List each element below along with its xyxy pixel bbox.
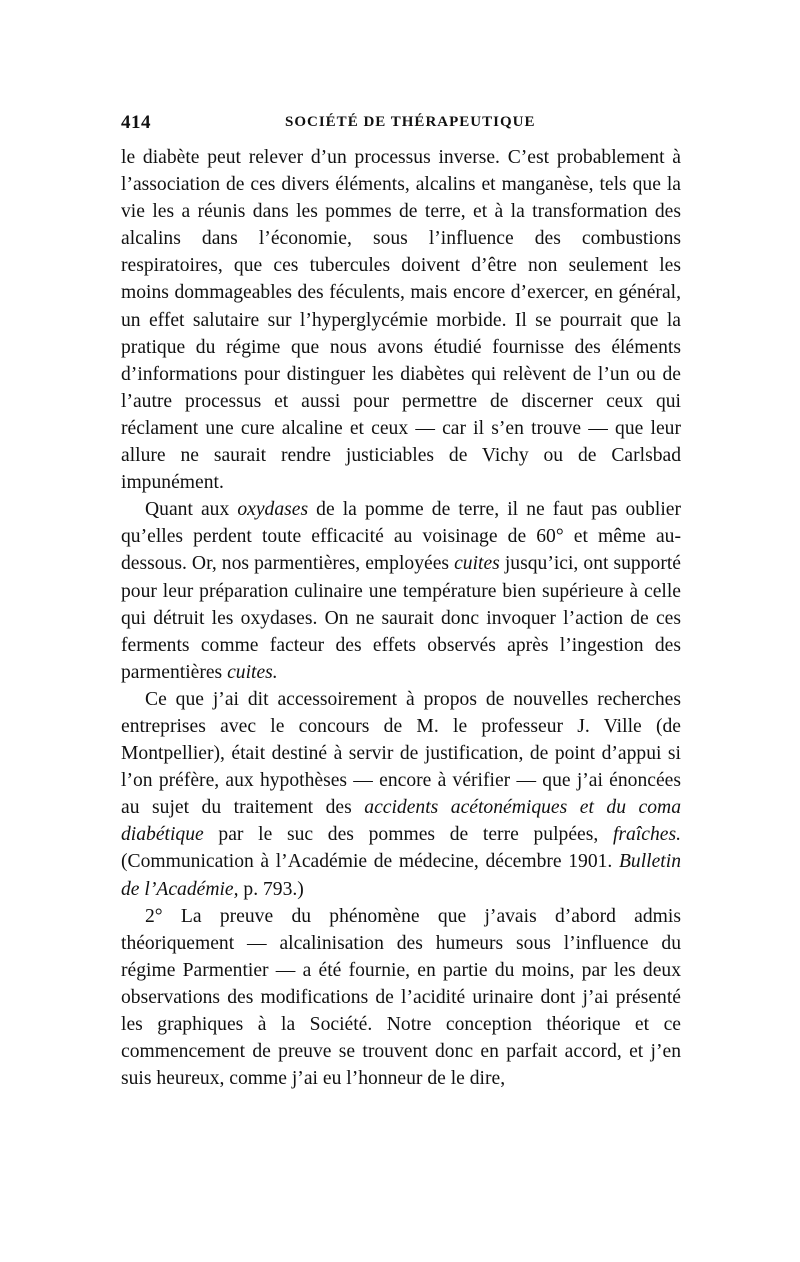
page-number: 414 (121, 112, 151, 133)
italic-run: accidents acétonémiques et du coma diabétique (121, 797, 681, 846)
page-header (121, 112, 681, 144)
text-run: jusqu’ici, ont supporté pour leur préparation culinaire une température bien supérieure à celle qui détruit les oxydases. On ne saurait donc invoquer l’action de ces ferments comme facteur des effets observés après l’ingestion des parmentières (121, 553, 681, 683)
body-text (121, 144, 681, 1092)
paragraph (121, 903, 681, 1093)
text-run: de la pomme de terre, il ne faut pas oublier qu’elles perdent toute efficacité au voisinage de 60° et même au-dessous. Or, nos parmentières, employées (121, 499, 681, 575)
paragraph (121, 144, 681, 496)
paragraph (121, 686, 681, 903)
text-run: le diabète peut relever d’un processus inverse. C’est probablement à l’association de ces divers éléments, alcalins et manganèse, tels que la vie les a réunis dans les pommes de terre, et à la transformation des alcalins dans l’économie, sous l’influence des combustions respiratoires, que ces tubercules doivent d’être non seulement les moins dommageables des féculents, mais encore d’exercer, en général, un effet salutaire sur l’hyperglycémie morbide. Il se pourrait que la pratique du régime que nous avons étudié fournisse des éléments d’informations pour distinguer les diabètes qui relèvent de l’un ou de l’autre processus et aussi pour permettre de discerner ceux qui réclament une cure alcaline et ceux — car il s’en trouve — que leur allure ne saurait rendre justiciables de Vichy ou de Carlsbad impunément. (121, 147, 681, 494)
book-page (121, 112, 681, 1092)
italic-run: Bulletin de l’Académie, (121, 851, 681, 900)
italic-run: oxydases (237, 499, 309, 521)
italic-run: cuites. (227, 661, 278, 683)
text-run: p. 793.) (238, 878, 304, 900)
italic-run: cuites (454, 553, 500, 575)
text-run: Quant aux (145, 499, 238, 521)
running-head: SOCIÉTÉ DE THÉRAPEUTIQUE (285, 114, 536, 130)
paragraph (121, 496, 681, 686)
text-run: (Communication à l’Académie de médecine, décembre 1901. (121, 851, 619, 873)
text-run: par le suc des pommes de terre pulpées, (203, 824, 613, 846)
italic-run: fraîches. (612, 824, 681, 846)
text-run: 2° La preuve du phénomène que j’avais d’abord admis théoriquement — alcalinisation des humeurs sous l’influence du régime Parmentier — a été fournie, en partie du moins, par les deux observations des modifications de l’acidité urinaire dont j’ai présenté les graphiques à la Société. Notre conception théorique et ce commencement de preuve se trouvent donc en parfait accord, et j’en suis heureux, comme j’ai eu l’honneur de le dire, (121, 905, 681, 1090)
text-run: Ce que j’ai dit accessoirement à propos de nouvelles recherches entreprises avec le concours de M. le professeur J. Ville (de Montpellier), était destiné à servir de justification, de point d’appui si l’on préfère, aux hypothèses — encore à vérifier — que j’ai énoncées au sujet du traitement des (121, 688, 681, 819)
